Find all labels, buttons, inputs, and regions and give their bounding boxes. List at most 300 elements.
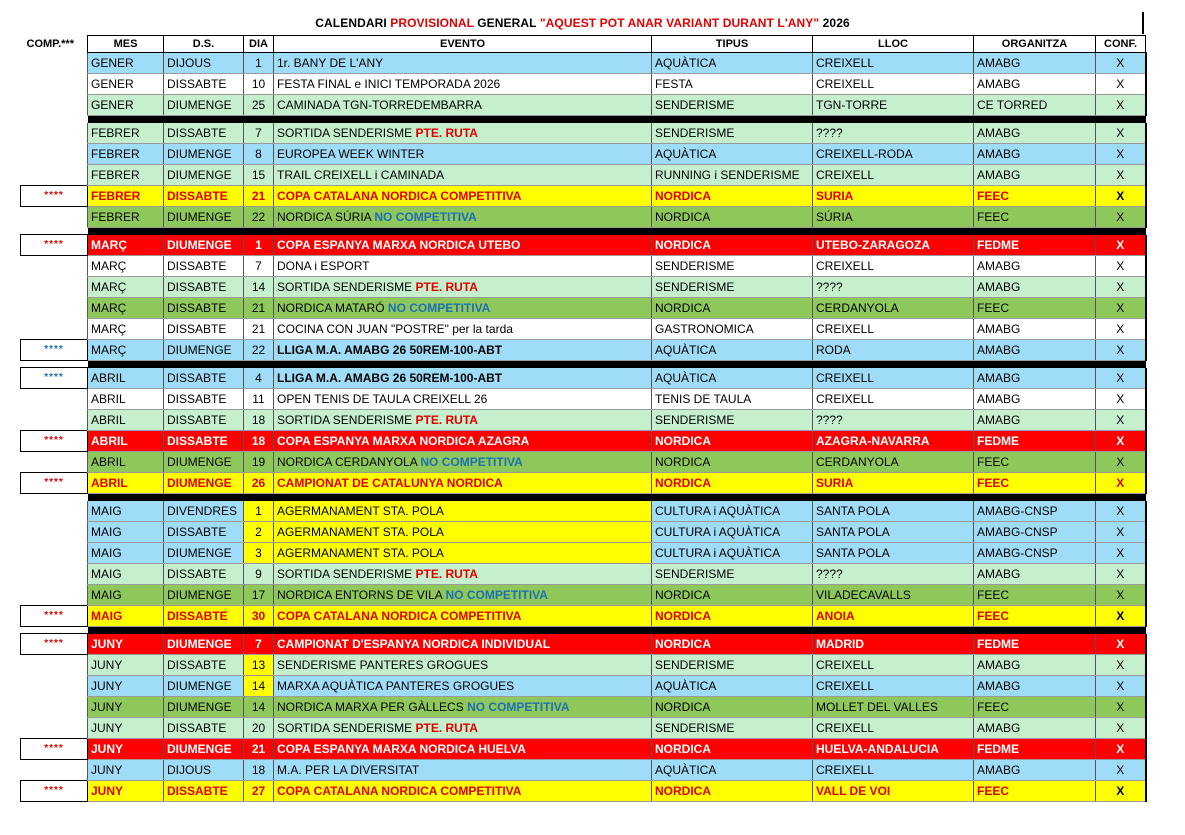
table-row[interactable] — [21, 522, 1146, 543]
cell-tipus[interactable]: SENDERISME — [652, 410, 813, 431]
cell-tipus[interactable]: NORDICA — [652, 431, 813, 452]
table-row[interactable] — [21, 781, 1146, 802]
cell-mes[interactable]: FEBRER — [88, 165, 164, 186]
cell-ds[interactable]: DIUMENGE — [164, 543, 244, 564]
cell-lloc[interactable]: CREIXELL — [813, 53, 974, 74]
cell-dia[interactable]: 26 — [244, 473, 274, 494]
cell-lloc[interactable]: CREIXELL — [813, 74, 974, 95]
cell-conf[interactable]: X — [1096, 410, 1146, 431]
cell-tipus[interactable]: NORDICA — [652, 207, 813, 228]
cell-dia[interactable]: 30 — [244, 606, 274, 627]
cell-evento[interactable] — [274, 634, 652, 655]
cell-ds[interactable]: DIUMENGE — [164, 585, 244, 606]
table-row[interactable] — [21, 410, 1146, 431]
cell-organitza[interactable]: AMABG — [974, 53, 1096, 74]
cell-lloc[interactable]: ???? — [813, 123, 974, 144]
cell-conf[interactable]: X — [1096, 564, 1146, 585]
table-row[interactable] — [21, 95, 1146, 116]
cell-ds[interactable]: DIUMENGE — [164, 144, 244, 165]
header-comp[interactable]: COMP.*** — [21, 36, 88, 53]
cell-tipus[interactable]: NORDICA — [652, 186, 813, 207]
cell-lloc[interactable]: SURIA — [813, 473, 974, 494]
cell-ds[interactable]: DIUMENGE — [164, 676, 244, 697]
cell-ds[interactable]: DIUMENGE — [164, 165, 244, 186]
cell-organitza[interactable]: FEEC — [974, 186, 1096, 207]
cell-dia[interactable]: 20 — [244, 718, 274, 739]
cell-evento[interactable] — [274, 235, 652, 256]
cell-mes[interactable]: MAIG — [88, 585, 164, 606]
cell-ds[interactable]: DIUMENGE — [164, 340, 244, 361]
cell-lloc[interactable]: VILADECAVALLS — [813, 585, 974, 606]
cell-conf[interactable]: X — [1096, 697, 1146, 718]
cell-organitza[interactable]: AMABG — [974, 165, 1096, 186]
cell-ds[interactable]: DIUMENGE — [164, 235, 244, 256]
cell-tipus[interactable]: SENDERISME — [652, 256, 813, 277]
table-row[interactable] — [21, 431, 1146, 452]
cell-lloc[interactable]: CREIXELL-RODA — [813, 144, 974, 165]
cell-evento[interactable] — [274, 564, 652, 585]
cell-organitza[interactable]: FEEC — [974, 473, 1096, 494]
cell-tipus[interactable]: NORDICA — [652, 235, 813, 256]
header-conf[interactable]: CONF. — [1096, 36, 1146, 53]
cell-ds[interactable]: DIUMENGE — [164, 207, 244, 228]
cell-conf[interactable]: X — [1096, 543, 1146, 564]
cell-organitza[interactable]: AMABG — [974, 256, 1096, 277]
cell-tipus[interactable]: GASTRONOMICA — [652, 319, 813, 340]
cell-ds[interactable]: DIUMENGE — [164, 697, 244, 718]
cell-mes[interactable]: MAIG — [88, 501, 164, 522]
cell-organitza[interactable]: FEEC — [974, 697, 1096, 718]
cell-evento[interactable] — [274, 53, 652, 74]
header-organitza[interactable]: ORGANITZA — [974, 36, 1096, 53]
cell-ds[interactable]: DIJOUS — [164, 53, 244, 74]
cell-dia[interactable]: 1 — [244, 53, 274, 74]
cell-mes[interactable]: JUNY — [88, 634, 164, 655]
table-row[interactable] — [21, 389, 1146, 410]
cell-organitza[interactable]: AMABG — [974, 123, 1096, 144]
cell-evento[interactable] — [274, 501, 652, 522]
header-tipus[interactable]: TIPUS — [652, 36, 813, 53]
table-row[interactable] — [21, 634, 1146, 655]
cell-mes[interactable]: ABRIL — [88, 473, 164, 494]
cell-evento[interactable] — [274, 207, 652, 228]
cell-conf[interactable]: X — [1096, 473, 1146, 494]
table-row[interactable] — [21, 564, 1146, 585]
cell-tipus[interactable]: SENDERISME — [652, 123, 813, 144]
table-row[interactable] — [21, 452, 1146, 473]
cell-mes[interactable]: GENER — [88, 95, 164, 116]
cell-evento[interactable] — [274, 74, 652, 95]
table-row[interactable] — [21, 235, 1146, 256]
cell-dia[interactable]: 14 — [244, 676, 274, 697]
cell-conf[interactable]: X — [1096, 165, 1146, 186]
cell-dia[interactable]: 10 — [244, 74, 274, 95]
cell-mes[interactable]: ABRIL — [88, 368, 164, 389]
cell-evento[interactable] — [274, 368, 652, 389]
cell-conf[interactable]: X — [1096, 368, 1146, 389]
cell-organitza[interactable]: AMABG — [974, 760, 1096, 781]
cell-mes[interactable]: ABRIL — [88, 452, 164, 473]
cell-conf[interactable]: X — [1096, 760, 1146, 781]
cell-organitza[interactable]: AMABG — [974, 655, 1096, 676]
cell-organitza[interactable]: AMABG — [974, 74, 1096, 95]
table-row[interactable] — [21, 473, 1146, 494]
cell-organitza[interactable]: FEDME — [974, 739, 1096, 760]
cell-conf[interactable]: X — [1096, 319, 1146, 340]
cell-ds[interactable]: DISSABTE — [164, 564, 244, 585]
cell-tipus[interactable]: SENDERISME — [652, 277, 813, 298]
cell-evento[interactable] — [274, 277, 652, 298]
cell-evento[interactable] — [274, 739, 652, 760]
table-row[interactable] — [21, 340, 1146, 361]
cell-evento[interactable] — [274, 543, 652, 564]
cell-organitza[interactable]: AMABG — [974, 718, 1096, 739]
cell-lloc[interactable]: SÚRIA — [813, 207, 974, 228]
cell-conf[interactable]: X — [1096, 235, 1146, 256]
cell-ds[interactable]: DIUMENGE — [164, 95, 244, 116]
cell-dia[interactable]: 9 — [244, 564, 274, 585]
cell-mes[interactable]: MARÇ — [88, 277, 164, 298]
cell-lloc[interactable]: ???? — [813, 564, 974, 585]
cell-lloc[interactable]: TGN-TORRE — [813, 95, 974, 116]
cell-conf[interactable]: X — [1096, 781, 1146, 802]
table-row[interactable] — [21, 123, 1146, 144]
cell-lloc[interactable]: CREIXELL — [813, 319, 974, 340]
cell-ds[interactable]: DIUMENGE — [164, 452, 244, 473]
cell-conf[interactable]: X — [1096, 634, 1146, 655]
cell-tipus[interactable]: SENDERISME — [652, 95, 813, 116]
cell-dia[interactable]: 27 — [244, 781, 274, 802]
cell-mes[interactable]: MARÇ — [88, 235, 164, 256]
cell-ds[interactable]: DIUMENGE — [164, 739, 244, 760]
cell-ds[interactable]: DISSABTE — [164, 410, 244, 431]
header-evento[interactable]: EVENTO — [274, 36, 652, 53]
cell-ds[interactable]: DISSABTE — [164, 123, 244, 144]
cell-tipus[interactable]: NORDICA — [652, 634, 813, 655]
cell-tipus[interactable]: AQUÀTICA — [652, 760, 813, 781]
cell-organitza[interactable]: FEDME — [974, 634, 1096, 655]
cell-lloc[interactable]: CREIXELL — [813, 389, 974, 410]
cell-mes[interactable]: JUNY — [88, 760, 164, 781]
cell-tipus[interactable]: NORDICA — [652, 298, 813, 319]
cell-lloc[interactable]: RODA — [813, 340, 974, 361]
cell-dia[interactable]: 11 — [244, 389, 274, 410]
cell-lloc[interactable]: MADRID — [813, 634, 974, 655]
cell-tipus[interactable]: CULTURA i AQUÀTICA — [652, 522, 813, 543]
cell-mes[interactable]: JUNY — [88, 739, 164, 760]
cell-tipus[interactable]: AQUÀTICA — [652, 144, 813, 165]
cell-organitza[interactable]: AMABG — [974, 410, 1096, 431]
cell-organitza[interactable]: AMABG — [974, 319, 1096, 340]
cell-tipus[interactable]: FESTA — [652, 74, 813, 95]
table-row[interactable] — [21, 368, 1146, 389]
table-row[interactable] — [21, 606, 1146, 627]
cell-tipus[interactable]: SENDERISME — [652, 655, 813, 676]
table-row[interactable] — [21, 165, 1146, 186]
cell-ds[interactable]: DIVENDRES — [164, 501, 244, 522]
cell-dia[interactable]: 3 — [244, 543, 274, 564]
cell-dia[interactable]: 1 — [244, 501, 274, 522]
cell-organitza[interactable]: FEEC — [974, 207, 1096, 228]
cell-ds[interactable]: DISSABTE — [164, 74, 244, 95]
table-row[interactable] — [21, 676, 1146, 697]
cell-conf[interactable]: X — [1096, 522, 1146, 543]
cell-lloc[interactable]: ???? — [813, 277, 974, 298]
cell-mes[interactable]: MARÇ — [88, 298, 164, 319]
cell-dia[interactable]: 21 — [244, 739, 274, 760]
cell-mes[interactable]: MAIG — [88, 564, 164, 585]
cell-mes[interactable]: ABRIL — [88, 389, 164, 410]
cell-ds[interactable]: DISSABTE — [164, 256, 244, 277]
cell-lloc[interactable]: AZAGRA-NAVARRA — [813, 431, 974, 452]
cell-evento[interactable] — [274, 655, 652, 676]
cell-conf[interactable]: X — [1096, 74, 1146, 95]
cell-organitza[interactable]: AMABG — [974, 389, 1096, 410]
cell-dia[interactable]: 19 — [244, 452, 274, 473]
cell-tipus[interactable]: NORDICA — [652, 739, 813, 760]
cell-lloc[interactable]: CREIXELL — [813, 676, 974, 697]
table-row[interactable] — [21, 760, 1146, 781]
cell-mes[interactable]: FEBRER — [88, 123, 164, 144]
cell-dia[interactable]: 18 — [244, 431, 274, 452]
cell-mes[interactable]: FEBRER — [88, 207, 164, 228]
cell-evento[interactable] — [274, 298, 652, 319]
cell-ds[interactable]: DISSABTE — [164, 186, 244, 207]
table-row[interactable] — [21, 186, 1146, 207]
cell-dia[interactable]: 7 — [244, 123, 274, 144]
header-lloc[interactable]: LLOC — [813, 36, 974, 53]
cell-dia[interactable]: 7 — [244, 256, 274, 277]
cell-lloc[interactable]: CERDANYOLA — [813, 298, 974, 319]
cell-lloc[interactable]: SANTA POLA — [813, 501, 974, 522]
cell-dia[interactable]: 2 — [244, 522, 274, 543]
cell-tipus[interactable]: NORDICA — [652, 473, 813, 494]
cell-evento[interactable] — [274, 256, 652, 277]
cell-organitza[interactable]: FEEC — [974, 606, 1096, 627]
cell-conf[interactable]: X — [1096, 123, 1146, 144]
cell-mes[interactable]: MARÇ — [88, 256, 164, 277]
cell-evento[interactable] — [274, 606, 652, 627]
cell-ds[interactable]: DISSABTE — [164, 319, 244, 340]
cell-dia[interactable]: 14 — [244, 277, 274, 298]
cell-evento[interactable] — [274, 165, 652, 186]
cell-conf[interactable]: X — [1096, 277, 1146, 298]
cell-mes[interactable]: GENER — [88, 74, 164, 95]
cell-evento[interactable] — [274, 676, 652, 697]
cell-ds[interactable]: DISSABTE — [164, 522, 244, 543]
cell-evento[interactable] — [274, 760, 652, 781]
cell-evento[interactable] — [274, 431, 652, 452]
cell-dia[interactable]: 8 — [244, 144, 274, 165]
cell-lloc[interactable]: SURIA — [813, 186, 974, 207]
cell-lloc[interactable]: CERDANYOLA — [813, 452, 974, 473]
cell-mes[interactable]: MAIG — [88, 522, 164, 543]
cell-conf[interactable]: X — [1096, 389, 1146, 410]
cell-conf[interactable]: X — [1096, 256, 1146, 277]
cell-ds[interactable]: DISSABTE — [164, 368, 244, 389]
cell-ds[interactable]: DIUMENGE — [164, 473, 244, 494]
table-row[interactable] — [21, 543, 1146, 564]
cell-conf[interactable]: X — [1096, 298, 1146, 319]
cell-organitza[interactable]: FEEC — [974, 452, 1096, 473]
cell-mes[interactable]: JUNY — [88, 655, 164, 676]
cell-conf[interactable]: X — [1096, 739, 1146, 760]
cell-organitza[interactable]: CE TORRED — [974, 95, 1096, 116]
cell-organitza[interactable]: FEDME — [974, 431, 1096, 452]
cell-conf[interactable]: X — [1096, 501, 1146, 522]
cell-dia[interactable]: 1 — [244, 235, 274, 256]
header-dia[interactable]: DIA — [244, 36, 274, 53]
cell-mes[interactable]: JUNY — [88, 718, 164, 739]
cell-lloc[interactable]: ???? — [813, 410, 974, 431]
cell-tipus[interactable]: NORDICA — [652, 585, 813, 606]
table-row[interactable] — [21, 739, 1146, 760]
cell-lloc[interactable]: SANTA POLA — [813, 522, 974, 543]
cell-evento[interactable] — [274, 319, 652, 340]
cell-evento[interactable] — [274, 389, 652, 410]
cell-lloc[interactable]: CREIXELL — [813, 760, 974, 781]
cell-mes[interactable]: JUNY — [88, 781, 164, 802]
table-row[interactable] — [21, 298, 1146, 319]
cell-lloc[interactable]: HUELVA-ANDALUCIA — [813, 739, 974, 760]
cell-dia[interactable]: 21 — [244, 186, 274, 207]
cell-ds[interactable]: DISSABTE — [164, 277, 244, 298]
cell-evento[interactable] — [274, 452, 652, 473]
cell-tipus[interactable]: NORDICA — [652, 606, 813, 627]
cell-mes[interactable]: FEBRER — [88, 186, 164, 207]
cell-conf[interactable]: X — [1096, 431, 1146, 452]
table-row[interactable] — [21, 319, 1146, 340]
cell-tipus[interactable]: RUNNING i SENDERISME — [652, 165, 813, 186]
cell-ds[interactable]: DISSABTE — [164, 781, 244, 802]
cell-tipus[interactable]: AQUÀTICA — [652, 340, 813, 361]
cell-dia[interactable]: 21 — [244, 319, 274, 340]
cell-organitza[interactable]: AMABG — [974, 368, 1096, 389]
cell-evento[interactable] — [274, 522, 652, 543]
cell-ds[interactable]: DISSABTE — [164, 655, 244, 676]
cell-mes[interactable]: MAIG — [88, 606, 164, 627]
cell-mes[interactable]: MAIG — [88, 543, 164, 564]
cell-organitza[interactable]: AMABG-CNSP — [974, 522, 1096, 543]
cell-conf[interactable]: X — [1096, 207, 1146, 228]
cell-evento[interactable] — [274, 340, 652, 361]
cell-lloc[interactable]: MOLLET DEL VALLES — [813, 697, 974, 718]
cell-evento[interactable] — [274, 585, 652, 606]
cell-mes[interactable]: ABRIL — [88, 431, 164, 452]
cell-dia[interactable]: 25 — [244, 95, 274, 116]
cell-conf[interactable]: X — [1096, 340, 1146, 361]
cell-evento[interactable] — [274, 123, 652, 144]
cell-evento[interactable] — [274, 144, 652, 165]
cell-conf[interactable]: X — [1096, 676, 1146, 697]
header-ds[interactable]: D.S. — [164, 36, 244, 53]
cell-organitza[interactable]: AMABG — [974, 340, 1096, 361]
cell-lloc[interactable]: CREIXELL — [813, 718, 974, 739]
table-row[interactable] — [21, 718, 1146, 739]
cell-dia[interactable]: 4 — [244, 368, 274, 389]
cell-ds[interactable]: DISSABTE — [164, 431, 244, 452]
cell-evento[interactable] — [274, 697, 652, 718]
cell-mes[interactable]: ABRIL — [88, 410, 164, 431]
cell-dia[interactable]: 18 — [244, 410, 274, 431]
cell-dia[interactable]: 22 — [244, 340, 274, 361]
cell-organitza[interactable]: FEEC — [974, 298, 1096, 319]
cell-organitza[interactable]: AMABG — [974, 144, 1096, 165]
cell-conf[interactable]: X — [1096, 186, 1146, 207]
table-row[interactable] — [21, 277, 1146, 298]
cell-tipus[interactable]: NORDICA — [652, 697, 813, 718]
cell-organitza[interactable]: AMABG-CNSP — [974, 501, 1096, 522]
cell-ds[interactable]: DIJOUS — [164, 760, 244, 781]
cell-tipus[interactable]: NORDICA — [652, 781, 813, 802]
table-row[interactable] — [21, 256, 1146, 277]
cell-dia[interactable]: 14 — [244, 697, 274, 718]
cell-tipus[interactable]: AQUÀTICA — [652, 676, 813, 697]
table-row[interactable] — [21, 74, 1146, 95]
cell-lloc[interactable]: SANTA POLA — [813, 543, 974, 564]
cell-mes[interactable]: MARÇ — [88, 319, 164, 340]
cell-mes[interactable]: FEBRER — [88, 144, 164, 165]
cell-tipus[interactable]: AQUÀTICA — [652, 53, 813, 74]
cell-tipus[interactable]: SENDERISME — [652, 564, 813, 585]
cell-ds[interactable]: DIUMENGE — [164, 634, 244, 655]
cell-organitza[interactable]: AMABG — [974, 277, 1096, 298]
table-row[interactable] — [21, 585, 1146, 606]
cell-conf[interactable]: X — [1096, 655, 1146, 676]
cell-lloc[interactable]: ANOIA — [813, 606, 974, 627]
cell-dia[interactable]: 18 — [244, 760, 274, 781]
cell-tipus[interactable]: CULTURA i AQUÀTICA — [652, 543, 813, 564]
cell-conf[interactable]: X — [1096, 53, 1146, 74]
cell-lloc[interactable]: CREIXELL — [813, 368, 974, 389]
cell-conf[interactable]: X — [1096, 585, 1146, 606]
cell-ds[interactable]: DISSABTE — [164, 718, 244, 739]
table-row[interactable] — [21, 655, 1146, 676]
cell-lloc[interactable]: VALL DE VOI — [813, 781, 974, 802]
cell-conf[interactable]: X — [1096, 718, 1146, 739]
table-row[interactable] — [21, 207, 1146, 228]
cell-organitza[interactable]: FEEC — [974, 781, 1096, 802]
table-row[interactable] — [21, 697, 1146, 718]
cell-dia[interactable]: 17 — [244, 585, 274, 606]
cell-conf[interactable]: X — [1096, 144, 1146, 165]
cell-tipus[interactable]: NORDICA — [652, 452, 813, 473]
cell-conf[interactable]: X — [1096, 95, 1146, 116]
cell-lloc[interactable]: CREIXELL — [813, 655, 974, 676]
cell-dia[interactable]: 21 — [244, 298, 274, 319]
cell-mes[interactable]: JUNY — [88, 676, 164, 697]
cell-evento[interactable] — [274, 95, 652, 116]
cell-evento[interactable] — [274, 473, 652, 494]
cell-tipus[interactable]: AQUÀTICA — [652, 368, 813, 389]
cell-lloc[interactable]: UTEBO-ZARAGOZA — [813, 235, 974, 256]
cell-organitza[interactable]: FEDME — [974, 235, 1096, 256]
cell-organitza[interactable]: AMABG-CNSP — [974, 543, 1096, 564]
cell-evento[interactable] — [274, 410, 652, 431]
cell-evento[interactable] — [274, 781, 652, 802]
cell-dia[interactable]: 22 — [244, 207, 274, 228]
table-row[interactable] — [21, 501, 1146, 522]
table-row[interactable] — [21, 53, 1146, 74]
cell-mes[interactable]: GENER — [88, 53, 164, 74]
cell-ds[interactable]: DISSABTE — [164, 298, 244, 319]
cell-conf[interactable]: X — [1096, 452, 1146, 473]
cell-lloc[interactable]: CREIXELL — [813, 256, 974, 277]
cell-mes[interactable]: MARÇ — [88, 340, 164, 361]
cell-conf[interactable]: X — [1096, 606, 1146, 627]
cell-mes[interactable]: JUNY — [88, 697, 164, 718]
table-row[interactable] — [21, 144, 1146, 165]
